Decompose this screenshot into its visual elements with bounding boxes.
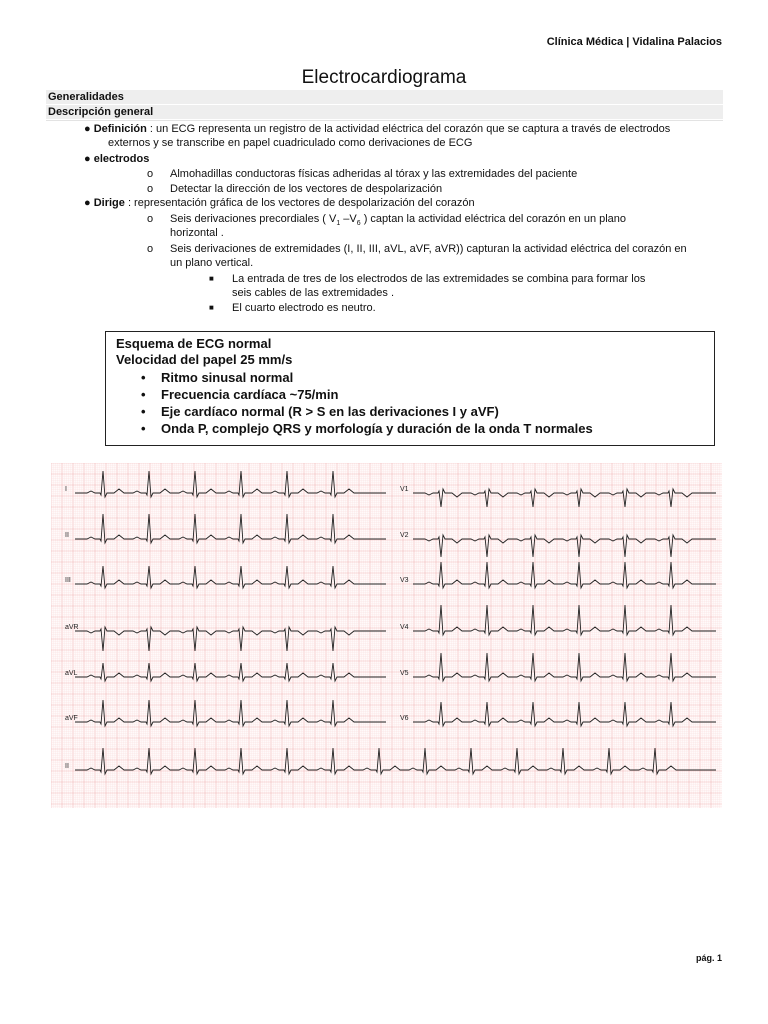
electrodes-item: Detectar la dirección de los vectores de despolarización	[170, 183, 443, 195]
box-bullet: Eje cardíaco normal (R > S en las derivaciones I y aVF)	[161, 404, 499, 419]
page-number: pág. 1	[695, 953, 722, 963]
page-title: Electrocardiograma	[301, 67, 467, 88]
lead-label-v4: V4	[400, 624, 409, 631]
dirige-text: : representación gráfica de los vectores de despolarización del corazón	[124, 197, 475, 209]
circle-bullet-icon: o	[147, 213, 154, 225]
bullet-icon: •	[141, 421, 146, 436]
lead-label-ii: II	[65, 532, 69, 539]
neutral-electrode-text: El cuarto electrodo es neutro.	[232, 302, 376, 314]
box-speed: Velocidad del papel 25 mm/s	[116, 352, 293, 367]
limb-text-2: un plano vertical.	[170, 257, 254, 269]
lead-label-i: I	[65, 486, 67, 493]
box-title: Esquema de ECG normal	[116, 336, 272, 351]
lead-label-avf: aVF	[65, 715, 78, 722]
lead-label-avl: aVL	[65, 670, 78, 677]
definition-line: ● Definición : un ECG representa un registro de la actividad eléctrica del corazón que se captura a través de electrodos	[84, 123, 671, 135]
limb-sub-text: La entrada de tres de los electrodos de las extremidades se combina para formar los	[232, 273, 646, 285]
box-bullet: Frecuencia cardíaca ~75/min	[161, 387, 339, 402]
circle-bullet-icon: o	[147, 168, 154, 180]
section-description: Descripción general	[46, 105, 723, 119]
square-bullet-icon: ■	[209, 274, 214, 283]
section-general: Generalidades	[46, 90, 723, 104]
lead-label-iii: III	[65, 577, 71, 584]
lead-label-rhythm: II	[65, 763, 69, 770]
electrodes-item: Almohadillas conductoras físicas adheridas al tórax y las extremidades del paciente	[170, 168, 578, 180]
circle-bullet-icon: o	[147, 243, 154, 255]
lead-label-v1: V1	[400, 486, 409, 493]
section-divider	[46, 120, 723, 121]
precordial-text-2: horizontal .	[170, 227, 224, 239]
square-bullet-icon: ■	[209, 303, 214, 312]
electrodes-label: electrodos	[93, 153, 150, 165]
header-clinic: Clínica Médica | Vidalina Palacios	[546, 36, 722, 48]
definition-text: : un ECG representa un registro de la actividad eléctrica del corazón que se captura a través de electrodos	[146, 123, 671, 135]
dirige-line: ● Dirige : representación gráfica de los vectores de despolarización del corazón	[84, 197, 475, 209]
bullet-icon: •	[141, 404, 146, 419]
definition-label: Definición	[93, 123, 147, 135]
lead-label-v3: V3	[400, 577, 409, 584]
circle-bullet-icon: o	[147, 183, 154, 195]
lead-label-v2: V2	[400, 532, 409, 539]
box-bullet: Ritmo sinusal normal	[161, 370, 294, 385]
lead-label-avr: aVR	[65, 624, 79, 631]
lead-label-v6: V6	[400, 715, 409, 722]
electrodes-line: ● electrodos	[84, 153, 150, 165]
bullet-icon: •	[141, 387, 146, 402]
precordial-text: Seis derivaciones precordiales ( $V_1$ $-V_6$ ) captan la actividad eléctrica del corazón en un plano	[170, 213, 627, 228]
dirige-label: Dirige	[93, 197, 125, 209]
definition-text-2: externos y se transcribe en papel cuadriculado como derivaciones de ECG	[108, 137, 473, 149]
box-bullet: Onda P, complejo QRS y morfología y duración de la onda T normales	[161, 421, 593, 436]
limb-text: Seis derivaciones de extremidades (I, II, III, aVL, aVF, aVR)) capturan la actividad eléctrica del corazón en	[170, 243, 687, 255]
limb-sub-text-2: seis cables de las extremidades .	[232, 287, 395, 299]
lead-label-v5: V5	[400, 670, 409, 677]
ecg-tracing-image	[51, 463, 722, 808]
bullet-icon: •	[141, 370, 146, 385]
